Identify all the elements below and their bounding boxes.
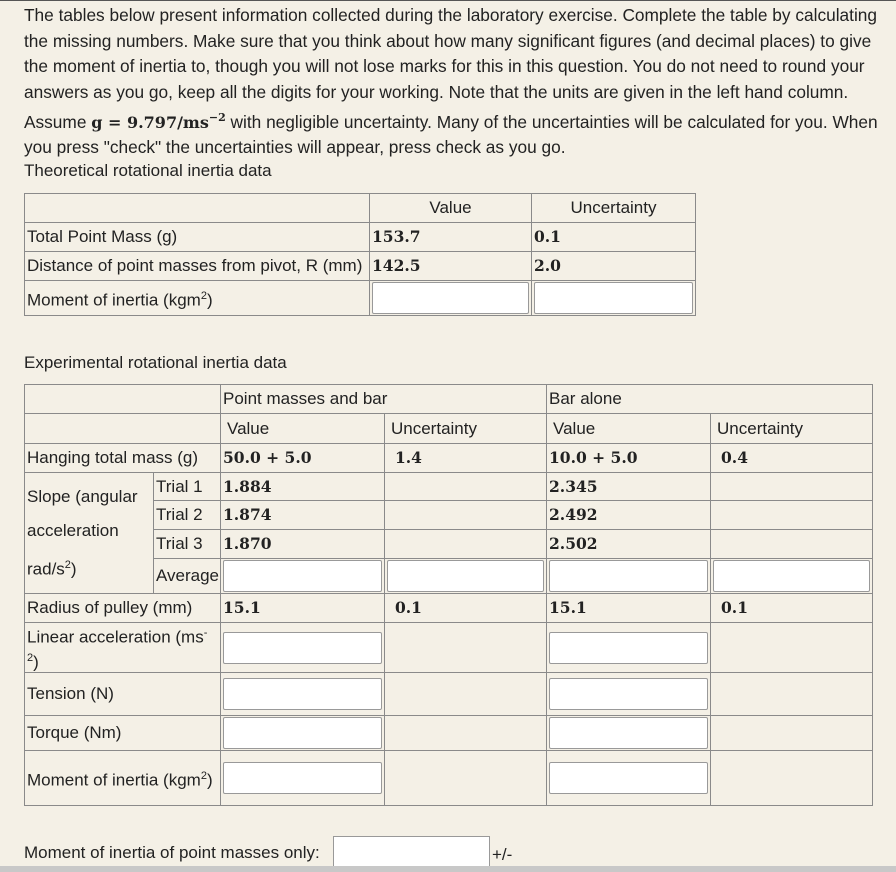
col-uncertainty: Uncertainty xyxy=(532,194,696,223)
bar-moment-of-inertia-input[interactable] xyxy=(549,762,708,794)
group-bar-alone: Bar alone xyxy=(547,385,873,414)
average-slope-input[interactable] xyxy=(223,560,382,592)
table-row: Average xyxy=(25,559,873,594)
tension-input[interactable] xyxy=(223,678,382,710)
table-row: Trial 2 1.874 2.492 xyxy=(25,501,873,530)
average-slope-uncertainty-input[interactable] xyxy=(387,560,544,592)
moment-of-inertia-input[interactable] xyxy=(223,762,382,794)
table-row: Moment of inertia (kgm$^2$) xyxy=(25,281,696,316)
theoretical-moi-input[interactable] xyxy=(372,282,529,314)
table-row: Torque (Nm) xyxy=(25,716,873,751)
linear-acceleration-input[interactable] xyxy=(223,632,382,664)
point-masses-moi-input[interactable] xyxy=(333,836,490,870)
plus-minus-label: +/- xyxy=(492,845,513,864)
bottom-scrollbar[interactable] xyxy=(0,866,896,872)
theoretical-table xyxy=(24,193,696,316)
bar-torque-input[interactable] xyxy=(549,717,708,749)
experimental-table: Point masses and bar Bar alone Value Uncertainty Value Uncertainty Hanging total mass (g) 50.0 + 5.0 1.4 10.0 + 5.0 0.4 Slope (angular acceleration rad/$s^2$) Trial 1 1.884 2.345 Trial 2 1.874 2.492 Trial 3 1.870 2.502 Average Radius of pulley (mm) 15.1 0.1 15.1 0.1 Linear acceleration $(ms^{-2})$ Tension (N) Torque (Nm) Moment of inertia (kgm$^2$) xyxy=(24,384,873,806)
table-row: Hanging total mass (g) 50.0 + 5.0 1.4 10.0 + 5.0 0.4 xyxy=(25,444,873,473)
group-point-masses-and-bar: Point masses and bar xyxy=(221,385,547,414)
table-row: Total Point Mass (g) 153.7 0.1 xyxy=(25,223,696,252)
table-row: Tension (N) xyxy=(25,673,873,716)
col-value: Value xyxy=(370,194,532,223)
instructions: The tables below present information collected during the laboratory exercise. Complete the table by calculating the missing numbers. Make sure that you think about how many significant figures (and decimal places) to give the moment of inertia to, though you will not lose marks for this in this question. You do not need to round your answers as you go, keep all the digits for your working. Note that the units are given in the left hand column. Assume $g = 9.797/ms^{-2}$ with negligible uncertainty. Many of the uncertainties will be calculated for you. When you press "check" the uncertainties will appear, press check as you go. xyxy=(24,5,878,158)
bar-average-slope-uncertainty-input[interactable] xyxy=(713,560,870,592)
table-row: Radius of pulley (mm) 15.1 0.1 15.1 0.1 xyxy=(25,594,873,623)
bar-average-slope-input[interactable] xyxy=(549,560,708,592)
slope-label: Slope (angular acceleration rad/$s^2$) xyxy=(25,473,154,594)
table-row: Trial 3 1.870 2.502 xyxy=(25,530,873,559)
bar-linear-acceleration-input[interactable] xyxy=(549,632,708,664)
table-row: Linear acceleration $(ms^{-2})$ xyxy=(25,623,873,673)
bar-tension-input[interactable] xyxy=(549,678,708,710)
torque-input[interactable] xyxy=(223,717,382,749)
table-row: Slope (angular acceleration rad/$s^2$) Trial 1 1.884 2.345 xyxy=(25,473,873,501)
top-divider xyxy=(0,0,896,1)
theoretical-moi-uncertainty-input[interactable] xyxy=(534,282,693,314)
point-masses-moi-label: Moment of inertia of point masses only: xyxy=(24,843,320,862)
table-row: Distance of point masses from pivot, R (mm) 142.5 2.0 xyxy=(25,252,696,281)
table-row: Moment of inertia (kgm$^2$) xyxy=(25,751,873,806)
theoretical-title: Theoretical rotational inertia data xyxy=(24,161,272,180)
experimental-title: Experimental rotational inertia data xyxy=(24,353,287,372)
